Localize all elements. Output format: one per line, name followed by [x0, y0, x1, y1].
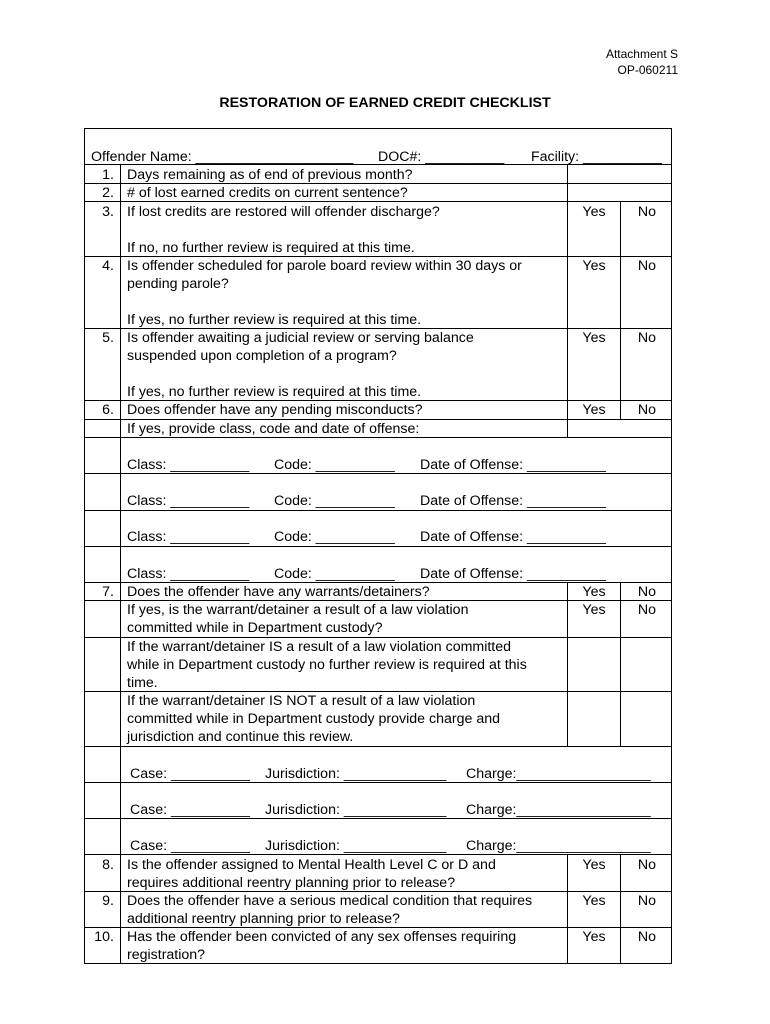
page-title: RESTORATION OF EARNED CREDIT CHECKLIST — [219, 95, 551, 111]
offense-code-field[interactable]: Code: __________ — [274, 566, 395, 582]
question-judicial-review: Is offender awaiting a judicial review or serving balance — [127, 330, 474, 346]
attachment-label — [606, 46, 678, 78]
question-sex-offense-cont: registration? — [127, 947, 206, 963]
offense-date-field[interactable]: Date of Offense: __________ — [420, 529, 606, 545]
attachment-id: Attachment S — [605, 47, 678, 61]
question-lost-credits: # of lost earned credits on current sentence? — [127, 185, 408, 201]
warrant-is-not-note-cont: committed while in Department custody provide charge and — [127, 711, 501, 727]
jurisdiction-field[interactable]: Jurisdiction: _____________ — [265, 766, 447, 782]
charge-field[interactable]: Charge:_________________ — [466, 766, 651, 782]
question-number: 4. — [102, 258, 114, 274]
warrant-is-not-note-end: jurisdiction and continue this review. — [127, 729, 354, 745]
yes-option[interactable]: Yes — [582, 258, 606, 274]
charge-field[interactable]: Charge:_________________ — [466, 838, 651, 854]
jurisdiction-field[interactable]: Jurisdiction: _____________ — [265, 802, 447, 818]
offense-class-field[interactable]: Class: __________ — [127, 493, 250, 509]
no-option[interactable]: No — [637, 402, 657, 418]
question-number: 2. — [102, 185, 114, 201]
case-field[interactable]: Case: __________ — [130, 766, 250, 782]
column-divider — [620, 201, 621, 419]
question-number: 3. — [102, 204, 114, 220]
offender-name-field[interactable]: Offender Name: ____________________ — [91, 149, 354, 165]
question-note: If yes, no further review is required at this time. — [127, 312, 422, 328]
warrant-is-note-end: time. — [127, 675, 158, 691]
question-note: If yes, no further review is required at this time. — [127, 384, 422, 400]
yes-option[interactable]: Yes — [582, 330, 606, 346]
facility-field[interactable]: Facility: __________ — [531, 149, 662, 165]
offense-class-field[interactable]: Class: __________ — [127, 457, 250, 473]
question-days-remaining: Days remaining as of end of previous month? — [127, 167, 413, 183]
question-medical-condition: Does the offender have a serious medical condition that requires — [127, 893, 533, 909]
question-mental-health-cont: requires additional reentry planning prior to release? — [127, 875, 456, 891]
doc-number-field[interactable]: DOC#: __________ — [378, 149, 505, 165]
jurisdiction-field[interactable]: Jurisdiction: _____________ — [265, 838, 447, 854]
question-mental-health: Is the offender assigned to Mental Health Level C or D and — [127, 857, 496, 873]
form-number: OP-060211 — [617, 63, 678, 77]
offense-code-field[interactable]: Code: __________ — [274, 493, 395, 509]
offense-code-field[interactable]: Code: __________ — [274, 457, 395, 473]
row-divider — [84, 746, 672, 747]
case-field[interactable]: Case: __________ — [130, 838, 250, 854]
question-number: 6. — [102, 402, 114, 418]
yes-option[interactable]: Yes — [582, 402, 606, 418]
no-option[interactable]: No — [637, 929, 657, 945]
row-divider — [84, 546, 672, 547]
question-warrant-violation-cont: committed while in Department custody? — [127, 620, 383, 636]
offense-date-field[interactable]: Date of Offense: __________ — [420, 457, 606, 473]
yes-option[interactable]: Yes — [582, 929, 606, 945]
yes-option[interactable]: Yes — [582, 602, 606, 618]
offense-class-field[interactable]: Class: __________ — [127, 529, 250, 545]
offense-date-field[interactable]: Date of Offense: __________ — [420, 493, 606, 509]
question-number: 1. — [102, 167, 114, 183]
yes-option[interactable]: Yes — [582, 857, 606, 873]
question-number: 5. — [102, 330, 114, 346]
warrant-is-not-note: If the warrant/detainer IS NOT a result of a law violation — [127, 693, 476, 709]
yes-option[interactable]: Yes — [582, 204, 606, 220]
question-number: 9. — [102, 893, 114, 909]
question-parole-review-cont: pending parole? — [127, 276, 229, 292]
yes-option[interactable]: Yes — [582, 893, 606, 909]
no-option[interactable]: No — [637, 258, 657, 274]
question-sex-offense: Has the offender been convicted of any sex offenses requiring — [127, 929, 517, 945]
warrant-is-note-cont: while in Department custody no further review is required at this — [127, 657, 527, 673]
question-parole-review: Is offender scheduled for parole board review within 30 days or — [127, 258, 522, 274]
no-option[interactable]: No — [637, 584, 657, 600]
warrant-is-note: If the warrant/detainer IS a result of a law violation committed — [127, 639, 512, 655]
charge-field[interactable]: Charge:_________________ — [466, 802, 651, 818]
question-number: 10. — [94, 929, 114, 945]
yes-option[interactable]: Yes — [582, 584, 606, 600]
column-divider — [120, 164, 121, 963]
offense-code-field[interactable]: Code: __________ — [274, 529, 395, 545]
case-field[interactable]: Case: __________ — [130, 802, 250, 818]
question-discharge: If lost credits are restored will offender discharge? — [127, 204, 440, 220]
question-number: 7. — [102, 584, 114, 600]
question-misconducts: Does offender have any pending misconducts? — [127, 402, 423, 418]
question-warrant-violation: If yes, is the warrant/detainer a result of a law violation — [127, 602, 469, 618]
offense-class-field[interactable]: Class: __________ — [127, 566, 250, 582]
question-judicial-review-cont: suspended upon completion of a program? — [127, 348, 397, 364]
no-option[interactable]: No — [637, 204, 657, 220]
no-option[interactable]: No — [637, 893, 657, 909]
no-option[interactable]: No — [637, 330, 657, 346]
no-option[interactable]: No — [637, 857, 657, 873]
question-note: If no, no further review is required at this time. — [127, 240, 415, 256]
question-subnote: If yes, provide class, code and date of offense: — [127, 421, 420, 437]
no-option[interactable]: No — [637, 602, 657, 618]
row-divider — [84, 510, 672, 511]
offense-date-field[interactable]: Date of Offense: __________ — [420, 566, 606, 582]
question-medical-condition-cont: additional reentry planning prior to release? — [127, 911, 400, 927]
question-number: 8. — [102, 857, 114, 873]
question-warrants: Does the offender have any warrants/detainers? — [127, 584, 430, 600]
